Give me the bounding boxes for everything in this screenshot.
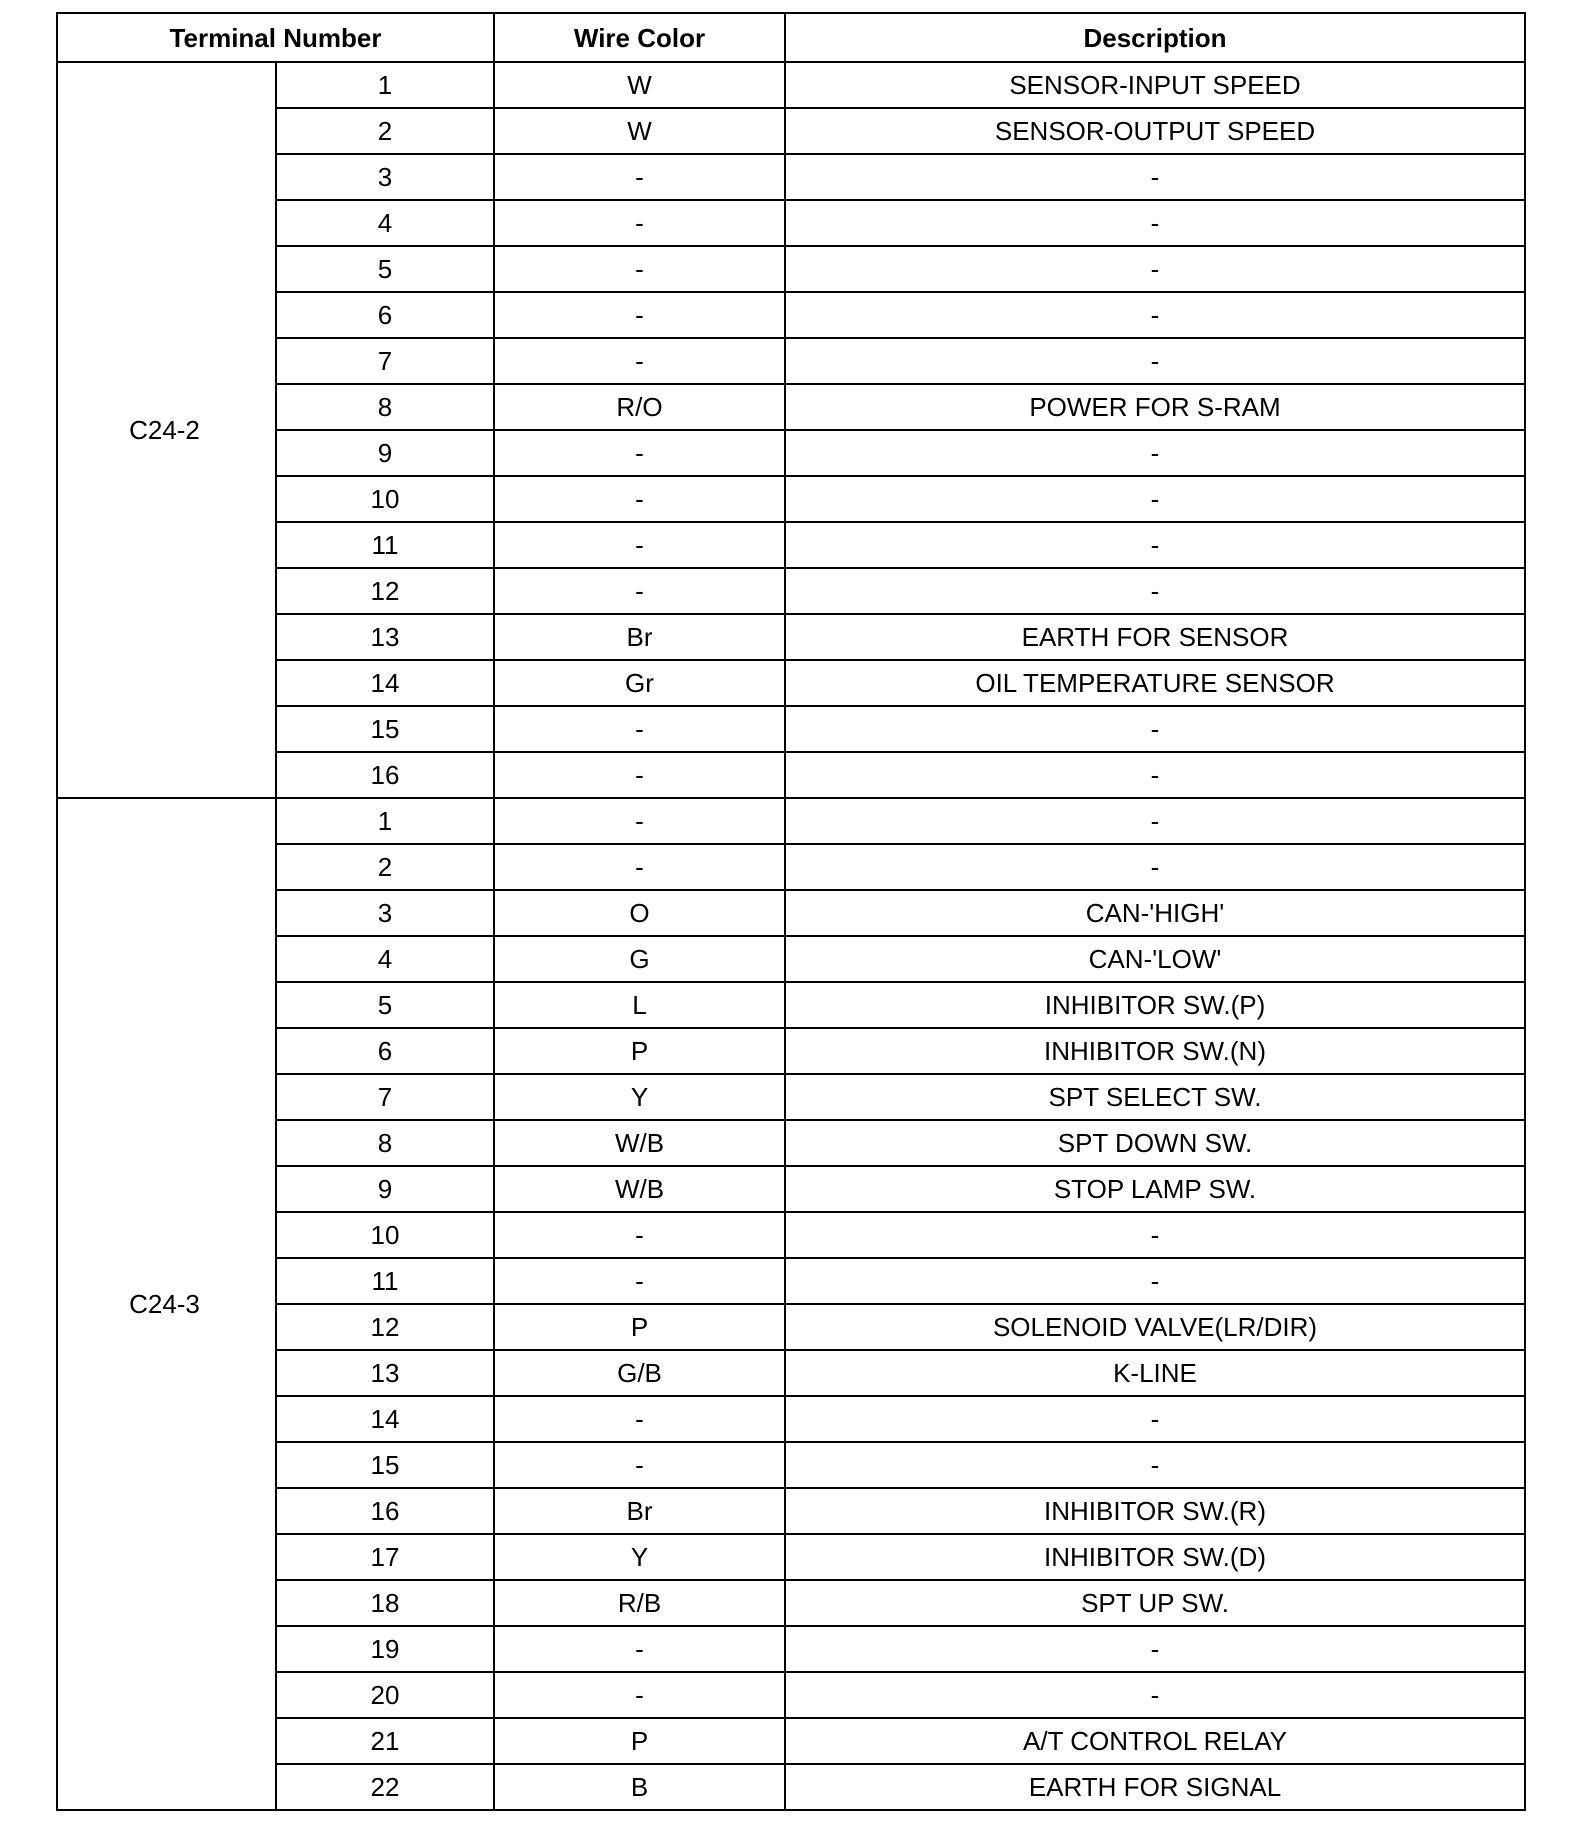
description-cell: - — [785, 1258, 1525, 1304]
wire-color-cell: - — [494, 844, 785, 890]
description-cell: SPT UP SW. — [785, 1580, 1525, 1626]
table-row — [57, 1304, 1525, 1350]
header-terminal-number: Terminal Number — [57, 13, 494, 62]
description-cell: - — [785, 1396, 1525, 1442]
terminal-number-cell: 22 — [276, 1764, 494, 1810]
wire-color-cell: - — [494, 154, 785, 200]
terminal-number-cell: 18 — [276, 1580, 494, 1626]
description-cell: - — [785, 798, 1525, 844]
terminal-number-cell: 12 — [276, 1304, 494, 1350]
table-row — [57, 1166, 1525, 1212]
wire-color-cell: - — [494, 752, 785, 798]
table-row — [57, 752, 1525, 798]
description-cell: EARTH FOR SIGNAL — [785, 1764, 1525, 1810]
wire-color-cell: Gr — [494, 660, 785, 706]
table-row — [57, 1258, 1525, 1304]
terminal-number-cell: 14 — [276, 660, 494, 706]
table-row — [57, 384, 1525, 430]
table-row — [57, 154, 1525, 200]
header-description: Description — [785, 13, 1525, 62]
wire-color-cell: O — [494, 890, 785, 936]
wire-color-cell: - — [494, 1212, 785, 1258]
wire-color-cell: R/B — [494, 1580, 785, 1626]
terminal-number-cell: 8 — [276, 384, 494, 430]
table-row — [57, 706, 1525, 752]
wire-color-cell: G/B — [494, 1350, 785, 1396]
description-cell: - — [785, 1212, 1525, 1258]
description-cell: - — [785, 568, 1525, 614]
table-row — [57, 1764, 1525, 1810]
table-row — [57, 1212, 1525, 1258]
description-cell: - — [785, 1672, 1525, 1718]
wire-color-cell: - — [494, 798, 785, 844]
terminal-number-cell: 3 — [276, 890, 494, 936]
terminal-number-cell: 15 — [276, 1442, 494, 1488]
terminal-number-cell: 16 — [276, 752, 494, 798]
description-cell: - — [785, 476, 1525, 522]
wire-color-cell: P — [494, 1718, 785, 1764]
terminal-number-cell: 13 — [276, 1350, 494, 1396]
description-cell: - — [785, 154, 1525, 200]
description-cell: SENSOR-INPUT SPEED — [785, 62, 1525, 108]
description-cell: - — [785, 1626, 1525, 1672]
wire-color-cell: - — [494, 522, 785, 568]
description-cell: POWER FOR S-RAM — [785, 384, 1525, 430]
terminal-number-cell: 11 — [276, 522, 494, 568]
terminal-number-cell: 1 — [276, 798, 494, 844]
wire-color-cell: W — [494, 62, 785, 108]
table-row — [57, 660, 1525, 706]
table-row — [57, 568, 1525, 614]
terminal-number-cell: 21 — [276, 1718, 494, 1764]
wire-color-cell: P — [494, 1304, 785, 1350]
terminal-number-cell: 6 — [276, 1028, 494, 1074]
table-row — [57, 1028, 1525, 1074]
description-cell: SOLENOID VALVE(LR/DIR) — [785, 1304, 1525, 1350]
table-row — [57, 1580, 1525, 1626]
description-cell: CAN-'LOW' — [785, 936, 1525, 982]
terminal-number-cell: 13 — [276, 614, 494, 660]
description-cell: SPT DOWN SW. — [785, 1120, 1525, 1166]
wire-color-cell: B — [494, 1764, 785, 1810]
wire-color-cell: L — [494, 982, 785, 1028]
terminal-number-cell: 10 — [276, 1212, 494, 1258]
description-cell: OIL TEMPERATURE SENSOR — [785, 660, 1525, 706]
wire-color-cell: - — [494, 246, 785, 292]
wire-color-cell: Br — [494, 614, 785, 660]
description-cell: INHIBITOR SW.(D) — [785, 1534, 1525, 1580]
description-cell: - — [785, 844, 1525, 890]
terminal-number-cell: 6 — [276, 292, 494, 338]
wire-color-cell: - — [494, 1258, 785, 1304]
wire-color-cell: - — [494, 292, 785, 338]
wire-color-cell: - — [494, 338, 785, 384]
description-cell: - — [785, 752, 1525, 798]
table-row — [57, 430, 1525, 476]
header-wire-color: Wire Color — [494, 13, 785, 62]
terminal-number-cell: 2 — [276, 108, 494, 154]
table-row — [57, 1074, 1525, 1120]
wire-color-cell: W/B — [494, 1120, 785, 1166]
description-cell: - — [785, 338, 1525, 384]
description-cell: - — [785, 522, 1525, 568]
table-row — [57, 844, 1525, 890]
description-cell: - — [785, 246, 1525, 292]
description-cell: CAN-'HIGH' — [785, 890, 1525, 936]
table-row — [57, 1672, 1525, 1718]
terminal-table — [56, 12, 1526, 1811]
terminal-number-cell: 8 — [276, 1120, 494, 1166]
description-cell: INHIBITOR SW.(P) — [785, 982, 1525, 1028]
terminal-number-cell: 5 — [276, 246, 494, 292]
table-row — [57, 292, 1525, 338]
table-row — [57, 1350, 1525, 1396]
wire-color-cell: - — [494, 1442, 785, 1488]
wire-color-cell: W — [494, 108, 785, 154]
table-row — [57, 246, 1525, 292]
terminal-number-cell: 16 — [276, 1488, 494, 1534]
description-cell: SENSOR-OUTPUT SPEED — [785, 108, 1525, 154]
description-cell: A/T CONTROL RELAY — [785, 1718, 1525, 1764]
wire-color-cell: - — [494, 706, 785, 752]
header-row — [57, 13, 1525, 62]
terminal-number-cell: 3 — [276, 154, 494, 200]
table-row — [57, 1396, 1525, 1442]
table-row — [57, 522, 1525, 568]
wire-color-cell: - — [494, 1672, 785, 1718]
terminal-number-cell: 9 — [276, 430, 494, 476]
wire-color-cell: - — [494, 476, 785, 522]
terminal-number-cell: 9 — [276, 1166, 494, 1212]
description-cell: - — [785, 706, 1525, 752]
table-row — [57, 1488, 1525, 1534]
table-row — [57, 1534, 1525, 1580]
wire-color-cell: Br — [494, 1488, 785, 1534]
wire-color-cell: R/O — [494, 384, 785, 430]
terminal-number-cell: 20 — [276, 1672, 494, 1718]
connector-name: C24-3 — [57, 798, 276, 1810]
wire-color-cell: - — [494, 200, 785, 246]
terminal-number-cell: 7 — [276, 1074, 494, 1120]
terminal-number-cell: 4 — [276, 936, 494, 982]
table-row — [57, 200, 1525, 246]
wire-color-cell: - — [494, 1626, 785, 1672]
wire-color-cell: - — [494, 568, 785, 614]
table-row — [57, 338, 1525, 384]
terminal-number-cell: 5 — [276, 982, 494, 1028]
wire-color-cell: P — [494, 1028, 785, 1074]
table-row — [57, 1120, 1525, 1166]
description-cell: STOP LAMP SW. — [785, 1166, 1525, 1212]
description-cell: - — [785, 292, 1525, 338]
terminal-number-cell: 10 — [276, 476, 494, 522]
terminal-number-cell: 4 — [276, 200, 494, 246]
description-cell: INHIBITOR SW.(R) — [785, 1488, 1525, 1534]
table-row — [57, 798, 1525, 844]
table-row — [57, 936, 1525, 982]
description-cell: - — [785, 200, 1525, 246]
terminal-number-cell: 7 — [276, 338, 494, 384]
terminal-number-cell: 11 — [276, 1258, 494, 1304]
wire-color-cell: Y — [494, 1074, 785, 1120]
table-row — [57, 1626, 1525, 1672]
description-cell: INHIBITOR SW.(N) — [785, 1028, 1525, 1074]
table-row — [57, 62, 1525, 108]
description-cell: K-LINE — [785, 1350, 1525, 1396]
description-cell: - — [785, 1442, 1525, 1488]
table-body — [57, 62, 1525, 1810]
terminal-number-cell: 19 — [276, 1626, 494, 1672]
wire-color-cell: Y — [494, 1534, 785, 1580]
wire-color-cell: - — [494, 1396, 785, 1442]
wire-color-cell: G — [494, 936, 785, 982]
wire-color-cell: W/B — [494, 1166, 785, 1212]
table-row — [57, 614, 1525, 660]
table-row — [57, 108, 1525, 154]
table-row — [57, 890, 1525, 936]
terminal-number-cell: 14 — [276, 1396, 494, 1442]
terminal-number-cell: 1 — [276, 62, 494, 108]
description-cell: SPT SELECT SW. — [785, 1074, 1525, 1120]
terminal-number-cell: 2 — [276, 844, 494, 890]
terminal-number-cell: 15 — [276, 706, 494, 752]
wire-color-cell: - — [494, 430, 785, 476]
terminal-number-cell: 17 — [276, 1534, 494, 1580]
table-row — [57, 982, 1525, 1028]
table-row — [57, 1718, 1525, 1764]
table-row — [57, 476, 1525, 522]
connector-name: C24-2 — [57, 62, 276, 798]
table-row — [57, 1442, 1525, 1488]
terminal-number-cell: 12 — [276, 568, 494, 614]
description-cell: - — [785, 430, 1525, 476]
description-cell: EARTH FOR SENSOR — [785, 614, 1525, 660]
